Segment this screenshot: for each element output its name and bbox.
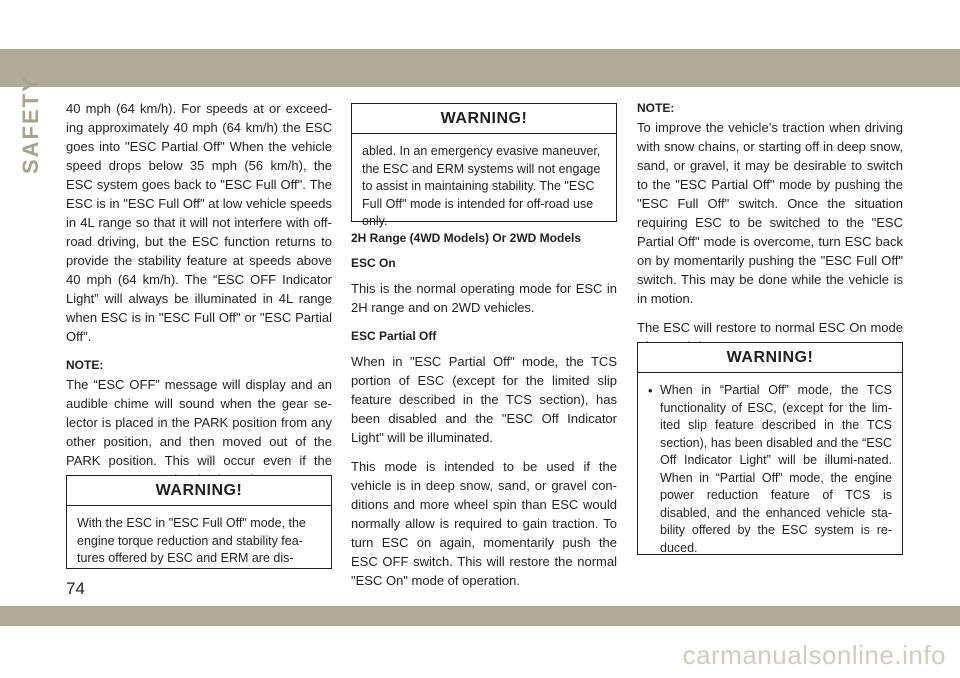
restore-paragraph: The ESC will restore to normal ESC On mode <box>637 320 903 335</box>
top-margin <box>0 0 960 49</box>
note-body: The “ESC OFF” message will display and an audible chime will sound when the gear se-lector is placed in the PARK position from any other position, and then moved out of the PARK position. This will occur even if the <box>66 377 332 468</box>
note-heading: NOTE: <box>66 358 104 372</box>
partial-off-body-2: This mode is intended to be used if the vehicle is in deep snow, sand, or gravel con-ditions and more wheel spin than ESC would normally allow is required to gain traction. To turn ESC on again, momentarily push the ESC OFF switch. This will restore the normal "ESC On" mode of operation. <box>351 459 617 588</box>
partial-off-body-1: When in "ESC Partial Off" mode, the TCS portion of ESC (except for the limited slip feature described in the TCS section), has been disabled and the "ESC Off Indicator Light" will be illuminated. <box>351 354 617 445</box>
intro-paragraph: 40 mph (64 km/h). For speeds at or exceed-ing approximately 40 mph (64 km/h) the ESC goes into "ESC Partial Off" When the vehicle speed drops below 35 mph (56 km/h), the ESC system goes back to "ESC Full Off". The ESC is in "ESC Full Off" at low vehicle speeds in 4L range so that it will not interfere with off-road driving, but the ESC function returns to provide the stability feature at speeds above 40 mph (64 km/h). The “ESC OFF Indicator Light” will always be illuminated in 4L range when ESC is in "ESC Full Off" or "ESC Partial Off". <box>66 101 332 344</box>
page-number: 74 <box>66 579 85 598</box>
warning-title: WARNING! <box>352 104 616 134</box>
warning-body: With the ESC in "ESC Full Off" mode, the engine torque reduction and stability fea-tures offered by ESC and ERM are dis- <box>77 516 306 565</box>
warning-title: WARNING! <box>638 343 902 373</box>
section-label: SAFETY <box>18 75 43 174</box>
note-heading: NOTE: <box>637 101 675 115</box>
esc-on-heading: ESC On <box>351 256 396 270</box>
note-body: To improve the vehicle’s traction when driving with snow chains, or starting off in deep snow, sand, or gravel, it may be desirable to switch to the "ESC Partial Off" mode by pushing the "ESC Full Off" switch. Once the situation requiring ESC to be switched to the "ESC Partial Off" mode is overcome, turn ESC back on by momentarily pushing the "ESC Full Off" switch. This may be done while the vehicle is in motion. <box>637 120 903 306</box>
bullet-icon: • <box>648 383 653 398</box>
watermark-text: carmanualsonline.info <box>682 640 946 670</box>
warning-title: WARNING! <box>67 476 331 506</box>
footer-bar <box>0 606 960 626</box>
warning-box-2 <box>351 103 617 228</box>
column-1 <box>66 99 332 499</box>
column-3 <box>637 99 903 366</box>
header-bar <box>0 49 960 87</box>
warning-body: abled. In an emergency evasive maneuver, the ESC and ERM systems will not engage to assist in maintaining stability. The "ESC Full Off" mode is intended for off-road use only. <box>362 144 601 228</box>
warning-box-3 <box>637 342 903 555</box>
warning-bullet-item <box>648 382 892 557</box>
warning-box-1 <box>66 475 332 569</box>
partial-off-heading: ESC Partial Off <box>351 329 437 343</box>
column-2 <box>351 229 617 600</box>
esc-on-body: This is the normal operating mode for ESC in 2H range and on 2WD vehicles. <box>351 281 617 315</box>
range-heading: 2H Range (4WD Models) Or 2WD Models <box>351 231 582 245</box>
warning-bullet-text: When in “Partial Off” mode, the TCS functionality of ESC, (except for the lim-ited slip feature described in the TCS section), has been disabled and the “ESC Off Indicator Light” will be illumi-nated. When in “Partial Off” mode, the engine power reduction feature of TCS is disabled, and the enhanced vehicle sta-bility offered by the ESC system is re-duced. <box>660 383 892 555</box>
